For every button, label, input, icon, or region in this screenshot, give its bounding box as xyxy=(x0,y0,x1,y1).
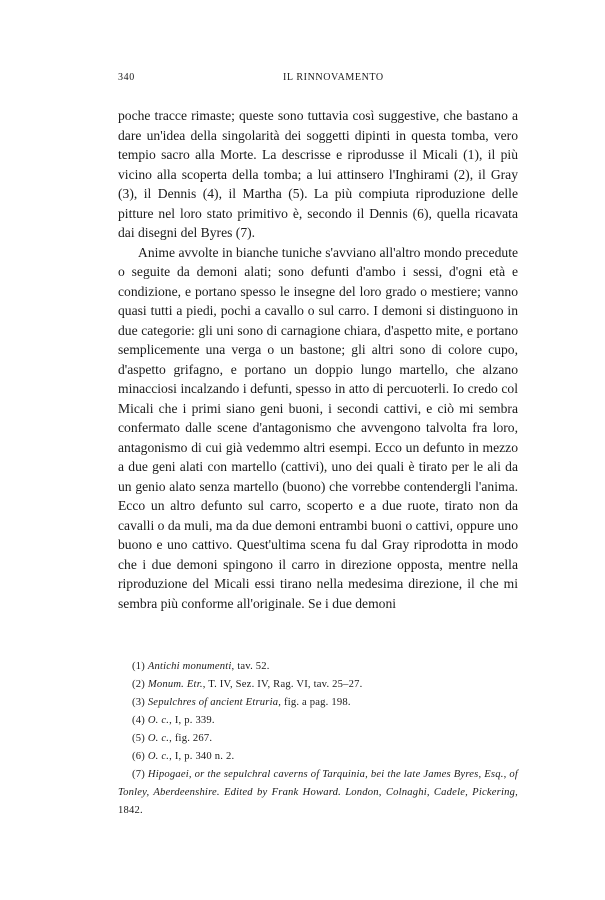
footnote-5: (5) O. c., fig. 267. xyxy=(132,733,213,744)
footnote-4: (4) O. c., I, p. 339. xyxy=(132,715,215,726)
footnote-7: (7) Hipogaei, or the sepulchral caverns of Tarquinia, bei the late James Byres, Esq., of Tonley, Aberdeenshire. Edited by Frank Howard. London, Colnaghi, Cadele, Pickering, 1842. xyxy=(118,769,518,816)
running-title: IL RINNOVAMENTO xyxy=(283,72,384,83)
footnote-1: (1) Antichi monumenti, tav. 52. xyxy=(132,661,270,672)
paragraph-1: poche tracce rimaste; queste sono tuttavia così suggestive, che bastano a dare un'idea della singolarità dei soggetti dipinti in questa tomba, vero tempio sacro alla Morte. La descrisse e riprodusse il Micali (1), il più vicino alla scoperta della tomba; a lui attinsero l'Inghirami (2), il Gray (3), il Dennis (4), il Martha (5). La più compiuta riproduzione delle pitture nel loro stato primitivo è, secondo il Dennis (6), quella ricavata dai disegni del Byres (7). xyxy=(118,108,518,240)
footnote-3: (3) Sepulchres of ancient Etruria, fig. a pag. 198. xyxy=(132,697,351,708)
paragraph-2: Anime avvolte in bianche tuniche s'avviano all'altro mondo precedute o seguite da demoni alati; sono defunti d'ambo i sessi, d'ogni età e condizione, e portano spesso le insegne del loro grado o mestiere; vanno quasi tutti a piedi, pochi a cavallo o sul carro. I demoni si distinguono in due categorie: gli uni sono di carnagione chiara, d'aspetto mite, e portano semplicemente una verga o un bastone; gli altri sono di colore cupo, d'aspetto grifagno, e portano un doppio lungo martello, che alzano minacciosi incalzando i defunti, spesso in atto di percuoterli. Io credo col Micali che i primi siano geni buoni, i secondi cattivi, e ciò mi sembra confermato dalle scene d'antagonismo che avvengono talvolta fra loro, antagonismo di cui già vedemmo altri esempi. Ecco un defunto in mezzo a due geni alati con martello (cattivi), uno dei quali è tirato per le ali da un genio alato senza martello (buono) che vorrebbe contendergli l'anima. Ecco un altro defunto sul carro, scoperto e a due ruote, tirato non da cavalli o da muli, ma da due demoni entrambi buoni o cattivi, oppure uno buono e uno cattivo. Quest'ultima scena fu dal Gray riprodotta in modo che i due demoni spingono il carro in direzione opposta, mentre nella riproduzione del Micali essi tirano nella medesima direzione, il che mi sembra più conforme all'originale. Se i due demoni xyxy=(118,244,518,611)
body-text xyxy=(118,106,518,613)
footnote-2: (2) Monum. Etr., T. IV, Sez. IV, Rag. VI, tav. 25–27. xyxy=(132,679,363,690)
footnotes xyxy=(118,658,518,820)
page-number: 340 xyxy=(118,72,135,83)
footnote-6: (6) O. c., I, p. 340 n. 2. xyxy=(132,751,235,762)
